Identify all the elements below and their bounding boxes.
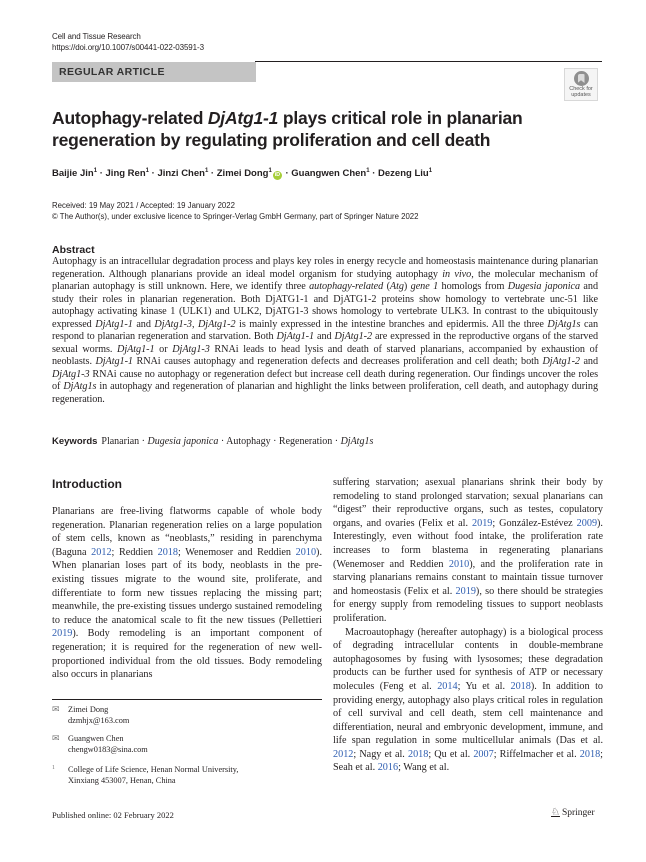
- italic-term: Atg: [389, 281, 404, 292]
- text-run: ): [403, 281, 411, 292]
- text-run: ; Wang et al.: [398, 762, 450, 774]
- springer-horse-icon: ♘: [551, 807, 560, 818]
- citation-link[interactable]: 2012: [91, 546, 112, 558]
- journal-header: [52, 31, 204, 53]
- italic-term: DjAtg1s: [547, 318, 581, 330]
- check-updates-line1: Check for: [569, 86, 593, 92]
- keyword: Planarian: [101, 436, 140, 447]
- italic-term: DjAtg1-2: [334, 331, 372, 342]
- intro-paragraph-1: [52, 505, 322, 682]
- citation-link[interactable]: 2018: [510, 680, 531, 692]
- intro-left-column: [52, 505, 322, 682]
- text-run: ), so there should be strategies for energy supply from remodeling tissues to support neoblasts proliferation.: [333, 585, 603, 624]
- bookmark-circle-icon: [574, 71, 589, 86]
- text-run: ; Reddien: [111, 546, 158, 558]
- keyword: Autophagy: [226, 436, 271, 447]
- text-run: is mainly expressed in the intestine branches and epidermis. All the three: [235, 318, 548, 330]
- keyword: Regeneration: [278, 436, 333, 447]
- text-run: ; Qu et al.: [428, 748, 474, 760]
- keyword: DjAtg1s: [340, 436, 374, 447]
- italic-term: DjAtg1-1: [95, 318, 133, 330]
- text-run: RNAi leads to head lysis and death of starved planarians, accompanied by exhaustion of neoblasts.: [52, 343, 598, 367]
- affiliation-line1: College of Life Science, Henan Normal University,: [68, 765, 239, 774]
- citation-link[interactable]: 2012: [333, 748, 354, 760]
- italic-term: DjAtg1-1: [95, 356, 133, 367]
- correspondent-email[interactable]: dzmhjx@163.com: [68, 716, 130, 725]
- affiliation-marker: 1: [366, 168, 370, 174]
- text-run: homologs from: [438, 281, 508, 292]
- text-run: ; Seah et al.: [333, 748, 603, 774]
- article-title: [52, 107, 552, 151]
- author-name[interactable]: Baijie Jin: [52, 168, 94, 179]
- text-run: , the molecular mechanism of planarian autophagy is still unknown. Here, we identify three: [52, 268, 598, 292]
- text-run: or: [154, 343, 173, 355]
- check-updates-line2: updates: [571, 92, 591, 98]
- text-run: ; González-Estévez: [492, 517, 577, 529]
- author-separator: ·: [97, 168, 106, 179]
- author-separator: ·: [369, 168, 379, 179]
- introduction-heading: Introduction: [52, 477, 122, 491]
- text-run: ). Interestingly, even without food intake, the proliferation rate increases to form blastema in regenerating planarians (Wenemoser and Reddien: [333, 517, 603, 570]
- title-part2: plays critical role in planarian regeneration by regulating proliferation and cell death: [52, 108, 523, 150]
- author-separator: ·: [148, 168, 158, 179]
- journal-name: Cell and Tissue Research: [52, 32, 141, 41]
- keyword-separator: ·: [332, 436, 341, 447]
- text-run: RNAi causes autophagy and regeneration defects and decreases proliferation and cell death; both: [132, 356, 543, 367]
- correspondent-email[interactable]: chengw0183@sina.com: [68, 745, 148, 754]
- keywords-list: [101, 436, 373, 447]
- keyword: Dugesia japonica: [147, 436, 219, 447]
- envelope-icon: ✉: [52, 733, 60, 743]
- italic-term: in vivo: [442, 268, 472, 280]
- orcid-icon[interactable]: iD: [274, 172, 281, 178]
- author-name[interactable]: Jinzi Chen: [157, 168, 205, 179]
- text-run: RNAi cause no autophagy or regeneration defect but increase cell death during regeneration. Our findings uncover the roles of: [52, 368, 598, 392]
- citation-link[interactable]: 2018: [157, 546, 178, 558]
- italic-term: Dugesia japonica: [507, 281, 581, 292]
- text-run: ). When planarian loses part of its body, neoblasts in the pre-existing tissues migrate to the wound site, proliferate, and differentiate to form new tissues replacing the missing part; meanwhile, the pre-existing tissues undergo sustained remodeling to reduce the anatomical scale to fit the new tissues (Pellettieri: [52, 546, 322, 626]
- text-run: suffering starvation; asexual planarians shrink their body by remodeling to stand prolonged starvation; sexual planarians can “digest” their reproductive organs, such as testes, copulatory organs, and ovaries (Felix et al.: [333, 477, 603, 529]
- author-list: [52, 168, 432, 180]
- article-type-band: [52, 62, 256, 82]
- citation-link[interactable]: 2019: [455, 585, 476, 597]
- doi-link[interactable]: https://doi.org/10.1007/s00441-022-03591-3: [52, 43, 204, 52]
- author-name[interactable]: Guangwen Chen: [291, 168, 367, 179]
- italic-term: DjAtg1s: [63, 381, 97, 392]
- text-run: and: [314, 331, 335, 342]
- article-dates: [52, 201, 418, 222]
- keyword-separator: ·: [218, 436, 227, 447]
- published-online: Published online: 02 February 2022: [52, 810, 174, 820]
- text-run: ). Body remodeling is an important component of regeneration; it is required for the regeneration of new well-proportioned individual from the old tissues. Body remodeling also occurs in planarians: [52, 628, 322, 681]
- text-run: ), and the proliferation rate in starving planarians remains constant to maintain tissue turnover and homeostasis (Felix et al.: [333, 558, 604, 597]
- text-run: ,: [191, 318, 198, 330]
- author-separator: ·: [208, 168, 217, 179]
- affiliation-marker: 1: [145, 168, 149, 174]
- text-run: Planarians are free-living flatworms capable of whole body regeneration. Planarian regeneration relies on a large population of stem cells, known as “neoblasts,” residing in parenchyma (Baguna: [52, 506, 322, 558]
- text-run: Macroautophagy (hereafter autophagy) is a biological process of degrading intracellular contents in double-membrane autophagosomes by fusing with lysosomes; these degradation products can be further used for synthesis of ATP or necessary molecules (Feng et al.: [333, 626, 603, 692]
- affiliation-number: 1: [52, 765, 55, 771]
- text-run: and: [132, 318, 155, 330]
- text-run: ; Wenemoser and Reddien: [177, 546, 296, 558]
- affiliation-marker: 1: [428, 168, 433, 174]
- intro-paragraph-1-cont: [333, 476, 603, 626]
- italic-term: DjAtg1-2: [542, 356, 580, 367]
- correspondent-name: Guangwen Chen: [68, 734, 124, 743]
- text-run: ; Riffelmacher et al.: [493, 748, 580, 760]
- citation-link[interactable]: 2014: [437, 680, 458, 692]
- affiliation-marker: 1: [204, 168, 209, 174]
- italic-term: DjAtg1-3: [172, 343, 210, 355]
- check-for-updates-button[interactable]: [564, 68, 598, 101]
- citation-link[interactable]: 2009: [576, 517, 598, 529]
- italic-term: DjAtg1-1: [117, 343, 155, 355]
- citation-link[interactable]: 2010: [295, 546, 317, 558]
- abstract-body: [52, 256, 598, 406]
- citation-link[interactable]: 2016: [377, 762, 399, 774]
- italic-term: gene 1: [410, 281, 439, 292]
- author-name[interactable]: Jing Ren: [105, 168, 146, 179]
- author-name[interactable]: Zimei Dong: [216, 168, 269, 179]
- copyright-notice: © The Author(s), under exclusive licence to Springer-Verlag GmbH Germany, part of Springer Nature 2022: [52, 211, 419, 221]
- text-run: and: [579, 356, 599, 367]
- citation-link[interactable]: 2018: [579, 748, 601, 760]
- text-run: in autophagy and regeneration of planarian and highlight the links between proliferation, cell death, and autophagy during regeneration.: [52, 381, 599, 405]
- text-run: ; Nagy et al.: [353, 748, 408, 760]
- italic-term: DjAtg1-3: [52, 368, 90, 380]
- title-part1: Autophagy-related: [52, 108, 208, 128]
- text-run: and study their roles in planarian regeneration. Both DjATG1-1 and DjATG1-2 proteins show homology to vertebrate unc-51 like autophagy activating kinase 1 (ULK1) and ULK2, DjATG1-3 shows homology to vertebrate ULK3. In contrast to the ubiquitously expressed: [52, 281, 598, 330]
- text-run: Autophagy is an intracellular degradation process and plays key roles in energy recycle and homeostasis maintenance during planarian regeneration. Although planarians provide an ideal model organism for studying autophagy: [52, 256, 598, 280]
- italic-term: DjAtg1-2: [197, 318, 236, 330]
- text-run: (: [383, 281, 390, 292]
- article-type: REGULAR ARTICLE: [59, 66, 165, 78]
- intro-paragraph-2: [333, 626, 603, 776]
- text-run: can respond to planarian regeneration and starvation. Both: [52, 318, 598, 342]
- keywords-heading: Keywords: [52, 436, 98, 447]
- affiliation-line2: Xinxiang 453007, Henan, China: [68, 776, 176, 785]
- keyword-separator: ·: [270, 436, 279, 447]
- citation-link[interactable]: 2007: [473, 748, 494, 760]
- citation-link[interactable]: 2018: [407, 748, 429, 760]
- text-run: ; Yu et al.: [457, 680, 511, 692]
- intro-right-column: [333, 476, 603, 775]
- affiliation-marker: 1: [268, 168, 272, 174]
- keyword-separator: ·: [139, 436, 148, 447]
- citation-link[interactable]: 2010: [448, 558, 470, 570]
- header-rule: [255, 61, 602, 62]
- text-run: are expressed in the reproductive organs of the starved sexual worms.: [52, 331, 598, 355]
- footnote-divider: [52, 699, 322, 700]
- author-name[interactable]: Dezeng Liu: [378, 168, 429, 179]
- publisher-name: Springer: [561, 808, 595, 818]
- received-accepted: Received: 19 May 2021 / Accepted: 19 January 2022: [52, 201, 235, 210]
- abstract-heading: Abstract: [52, 244, 95, 256]
- text-run: ). In addition to providing energy, autophagy also plays critical roles in regulation of cell survival and cell death, stem cell maintenance and differentiation, neural and embryonic development, immune, and life span regulation in some multicellular animals (Das et al.: [333, 680, 603, 747]
- author-separator: ·: [282, 168, 292, 179]
- affiliation-marker: 1: [93, 168, 98, 174]
- italic-term: autophagy-related: [309, 281, 384, 292]
- keywords: [52, 436, 373, 447]
- publisher-logo: [551, 807, 595, 818]
- italic-term: DjAtg1-3: [154, 318, 192, 330]
- correspondent-name: Zimei Dong: [68, 705, 109, 714]
- citation-link[interactable]: 2019: [472, 517, 493, 529]
- italic-term: DjAtg1-1: [276, 331, 315, 342]
- title-gene-name: DjAtg1-1: [207, 108, 279, 128]
- envelope-icon: ✉: [52, 704, 60, 714]
- citation-link[interactable]: 2019: [52, 628, 73, 640]
